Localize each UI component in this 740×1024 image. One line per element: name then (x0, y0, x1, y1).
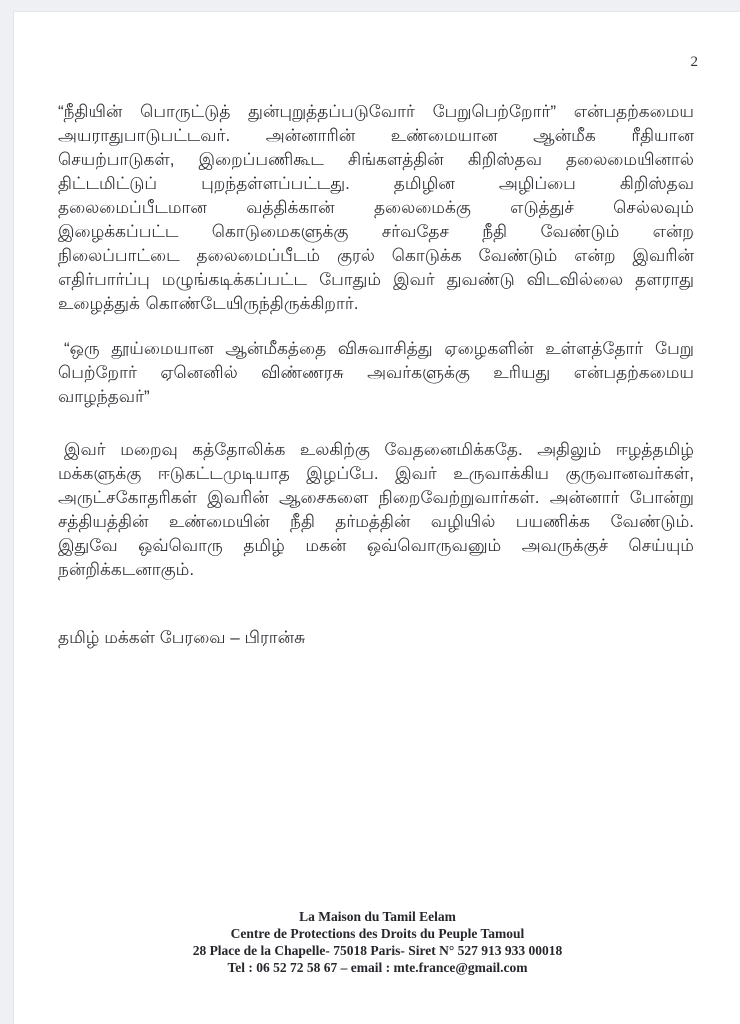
paragraph-1 (58, 100, 694, 316)
text-line: இழைக்கப்பட்ட கொடுமைகளுக்கு சர்வதேச நீதி வேண்டும் என்ற (58, 222, 694, 241)
text-line: நன்றிக்கடனாகும். (58, 560, 195, 579)
text-line: நிலைப்பாட்டை தலைமைப்பீடம் குரல் கொடுக்க வேண்டும் என்ற இவரின் (58, 246, 694, 265)
footer-address-siret: 28 Place de la Chapelle- 75018 Paris- Siret N° 527 913 933 00018 (192, 943, 563, 958)
paragraph-2-quote (58, 337, 694, 409)
text-line: வாழந்தவர்” (58, 387, 150, 406)
page-number: 2 (690, 54, 698, 70)
footer-org-subtitle: Centre de Protections des Droits du Peuple Tamoul (230, 926, 525, 941)
document-page (13, 11, 740, 1024)
letterhead-footer (14, 908, 740, 976)
text-line: உழைத்துக் கொண்டேயிருந்திருக்கிறார். (58, 294, 359, 313)
footer-org-name: La Maison du Tamil Eelam (299, 909, 456, 924)
document-body (58, 100, 694, 650)
text-line: பெற்றோர் ஏனெனில் விண்ணரசு அவர்களுக்கு உரியது என்பதற்கமைய (58, 363, 694, 382)
text-line: மக்களுக்கு ஈடுகட்டமுடியாத இழப்பே. இவர் உருவாக்கிய குருவானவர்கள், (58, 464, 694, 483)
text-line: திட்டமிட்டுப் புறந்தள்ளப்பட்டது. தமிழின அழிப்பை கிறிஸ்தவ (58, 174, 694, 193)
text-line: எதிர்பார்ப்பு மழுங்கடிக்கப்பட்ட போதும் இவர் துவண்டு விடவில்லை தளராது (58, 270, 694, 289)
signature-line: தமிழ் மக்கள் பேரவை – பிரான்சு (58, 628, 306, 647)
text-line: செயற்பாடுகள், இறைப்பணிகூட சிங்களத்தின் கிறிஸ்தவ தலைமையினால் (58, 150, 694, 169)
text-line: இதுவே ஒவ்வொரு தமிழ் மகன் ஒவ்வொருவனும் அவருக்குச் செய்யும் (58, 536, 694, 555)
text-line: அருட்சகோதரிகள் இவரின் ஆசைகளை நிறைவேற்றுவார்கள். அன்னார் போன்று (58, 488, 694, 507)
text-line: “ஒரு தூய்மையான ஆன்மீகத்தை விசுவாசித்து ஏழைகளின் உள்ளத்தோர் பேறு (64, 339, 694, 358)
paragraph-3 (58, 438, 694, 582)
footer-tel-email: Tel : 06 52 72 58 67 – email : mte.france@gmail.com (227, 960, 528, 975)
text-line: தலைமைப்பீடமான வத்திக்கான் தலைமைக்கு எடுத்துச் செல்லவும் (58, 198, 694, 217)
text-line: “நீதியின் பொருட்டுத் துன்புறுத்தப்படுவோர் பேறுபெற்றோர்” என்பதற்கமைய (58, 102, 694, 121)
text-line: இவர் மறைவு கத்தோலிக்க உலகிற்கு வேதனைமிக்கதே. அதிலும் ஈழத்தமிழ் (64, 440, 694, 459)
text-line: அயராதுபாடுபட்டவர். அன்னாரின் உண்மையான ஆன்மீக ரீதியான (58, 126, 694, 145)
text-line: சத்தியத்தின் உண்மையின் நீதி தர்மத்தின் வழியில் பயணிக்க வேண்டும். (58, 512, 694, 531)
